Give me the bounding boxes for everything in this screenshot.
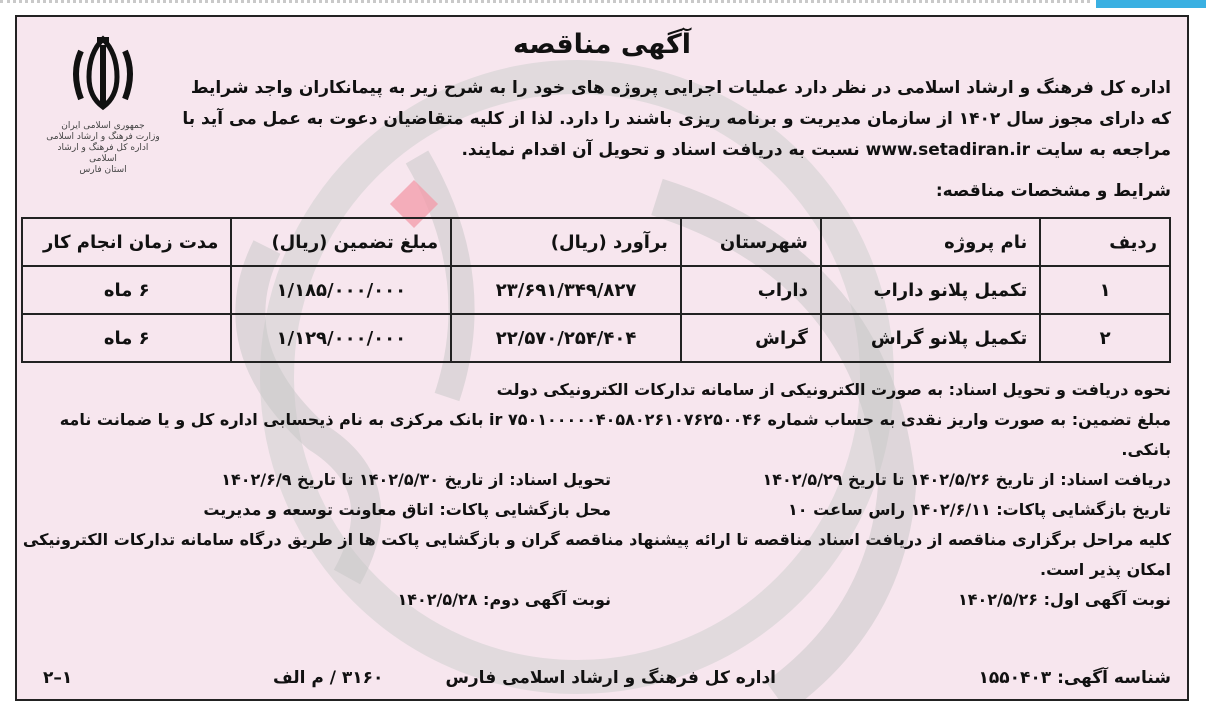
first-ad-date: نوبت آگهی اول: ۱۴۰۲/۵/۲۶ <box>958 590 1171 609</box>
cell-project-name: تکمیل پلانو داراب <box>821 266 1040 314</box>
cell-estimate: ۲۲/۵۷۰/۲۵۴/۴۰۴ <box>451 314 681 362</box>
publication-dates <box>21 585 1171 615</box>
guarantee-info: مبلغ تضمین: به صورت واریز نقدی به حساب شماره ir ۷۵۰۱۰۰۰۰۰۴۰۵۸۰۲۶۱۰۷۶۲۵۰۰۴۶ بانک مرکزی به نام ذیحسابی اداره کل و یا ضمانت نامه بانکی. <box>59 410 1171 459</box>
page-number: ۱–۲ <box>43 668 73 688</box>
header-guarantee: مبلغ تضمین (ریال) <box>231 218 451 266</box>
delivery-method: نحوه دریافت و تحویل اسناد: به صورت الکترونیکی از سامانه تدارکات الکترونیکی دولت <box>496 380 1171 399</box>
notice-title: آگهی مناقصه <box>512 29 692 60</box>
opening-date: تاریخ بازگشایی پاکات: ۱۴۰۲/۶/۱۱ راس ساعت ۱۰ <box>788 500 1171 519</box>
top-dotted-rule <box>0 0 1090 8</box>
cell-city: گراش <box>681 314 821 362</box>
organization-name: اداره کل فرهنگ و ارشاد اسلامی فارس <box>445 668 776 688</box>
cell-duration: ۶ ماه <box>22 266 231 314</box>
table-row <box>22 266 1170 314</box>
notice-footer <box>33 668 1171 694</box>
cell-row-number: ۱ <box>1040 266 1170 314</box>
cell-project-name: تکمیل پلانو گراش <box>821 314 1040 362</box>
table-row <box>22 314 1170 362</box>
cell-row-number: ۲ <box>1040 314 1170 362</box>
tender-table <box>21 217 1171 363</box>
table-header-row <box>22 218 1170 266</box>
cell-duration: ۶ ماه <box>22 314 231 362</box>
header-row-number: ردیف <box>1040 218 1170 266</box>
opening-info <box>21 495 1171 525</box>
docs-receive-date: دریافت اسناد: از تاریخ ۱۴۰۲/۵/۲۶ تا تاریخ ۱۴۰۲/۵/۲۹ <box>762 470 1171 489</box>
cell-guarantee: ۱/۱۸۵/۰۰۰/۰۰۰ <box>231 266 451 314</box>
notice-details <box>21 375 1171 615</box>
second-ad-date: نوبت آگهی دوم: ۱۴۰۲/۵/۲۸ <box>397 590 611 609</box>
conditions-heading: شرایط و مشخصات مناقصه: <box>935 181 1171 201</box>
corner-accent-bar <box>1096 0 1206 8</box>
cell-guarantee: ۱/۱۲۹/۰۰۰/۰۰۰ <box>231 314 451 362</box>
header-project-name: نام پروژه <box>821 218 1040 266</box>
docs-deliver-date: تحویل اسناد: از تاریخ ۱۴۰۲/۵/۳۰ تا تاریخ ۱۴۰۲/۶/۹ <box>221 470 611 489</box>
ad-id: شناسه آگهی: ۱۵۵۰۴۰۳ <box>978 668 1171 688</box>
opening-place: محل بازگشایی پاکات: اتاق معاونت توسعه و مدیریت <box>203 500 611 519</box>
cell-city: داراب <box>681 266 821 314</box>
intro-paragraph: اداره کل فرهنگ و ارشاد اسلامی در نظر دارد عملیات اجرایی پروژه های خود را به شرح زیر به پیمانکاران واجد شرایط که دارای مجوز سال ۱۴۰۲ از سازمان مدیریت و برنامه ریزی باشند را دارد. لذا از کلیه متقاضیان دعوت به عمل می آید با مراجعه به سایت www.setadiran.ir نسبت به دریافت اسناد و تحویل آن اقدام نمایند. <box>182 78 1171 160</box>
docs-dates <box>21 465 1171 495</box>
cell-estimate: ۲۳/۶۹۱/۳۴۹/۸۲۷ <box>451 266 681 314</box>
header-estimate: برآورد (ریال) <box>451 218 681 266</box>
emblem-caption: جمهوری اسلامی ایران وزارت فرهنگ و ارشاد اسلامی اداره کل فرهنگ و ارشاد اسلامی استان فارس <box>46 121 160 175</box>
header-duration: مدت زمان انجام کار <box>22 218 231 266</box>
ad-code: ۳۱۶۰ / م الف <box>273 668 384 688</box>
header-city: شهرستان <box>681 218 821 266</box>
stages-info: کلیه مراحل برگزاری مناقصه از دریافت اسناد مناقصه تا ارائه پیشنهاد مناقصه گران و بازگشایی پاکت ها از طریق درگاه سامانه تدارکات الکترونیکی امکان پذیر است. <box>22 530 1171 579</box>
tender-notice <box>15 15 1189 701</box>
